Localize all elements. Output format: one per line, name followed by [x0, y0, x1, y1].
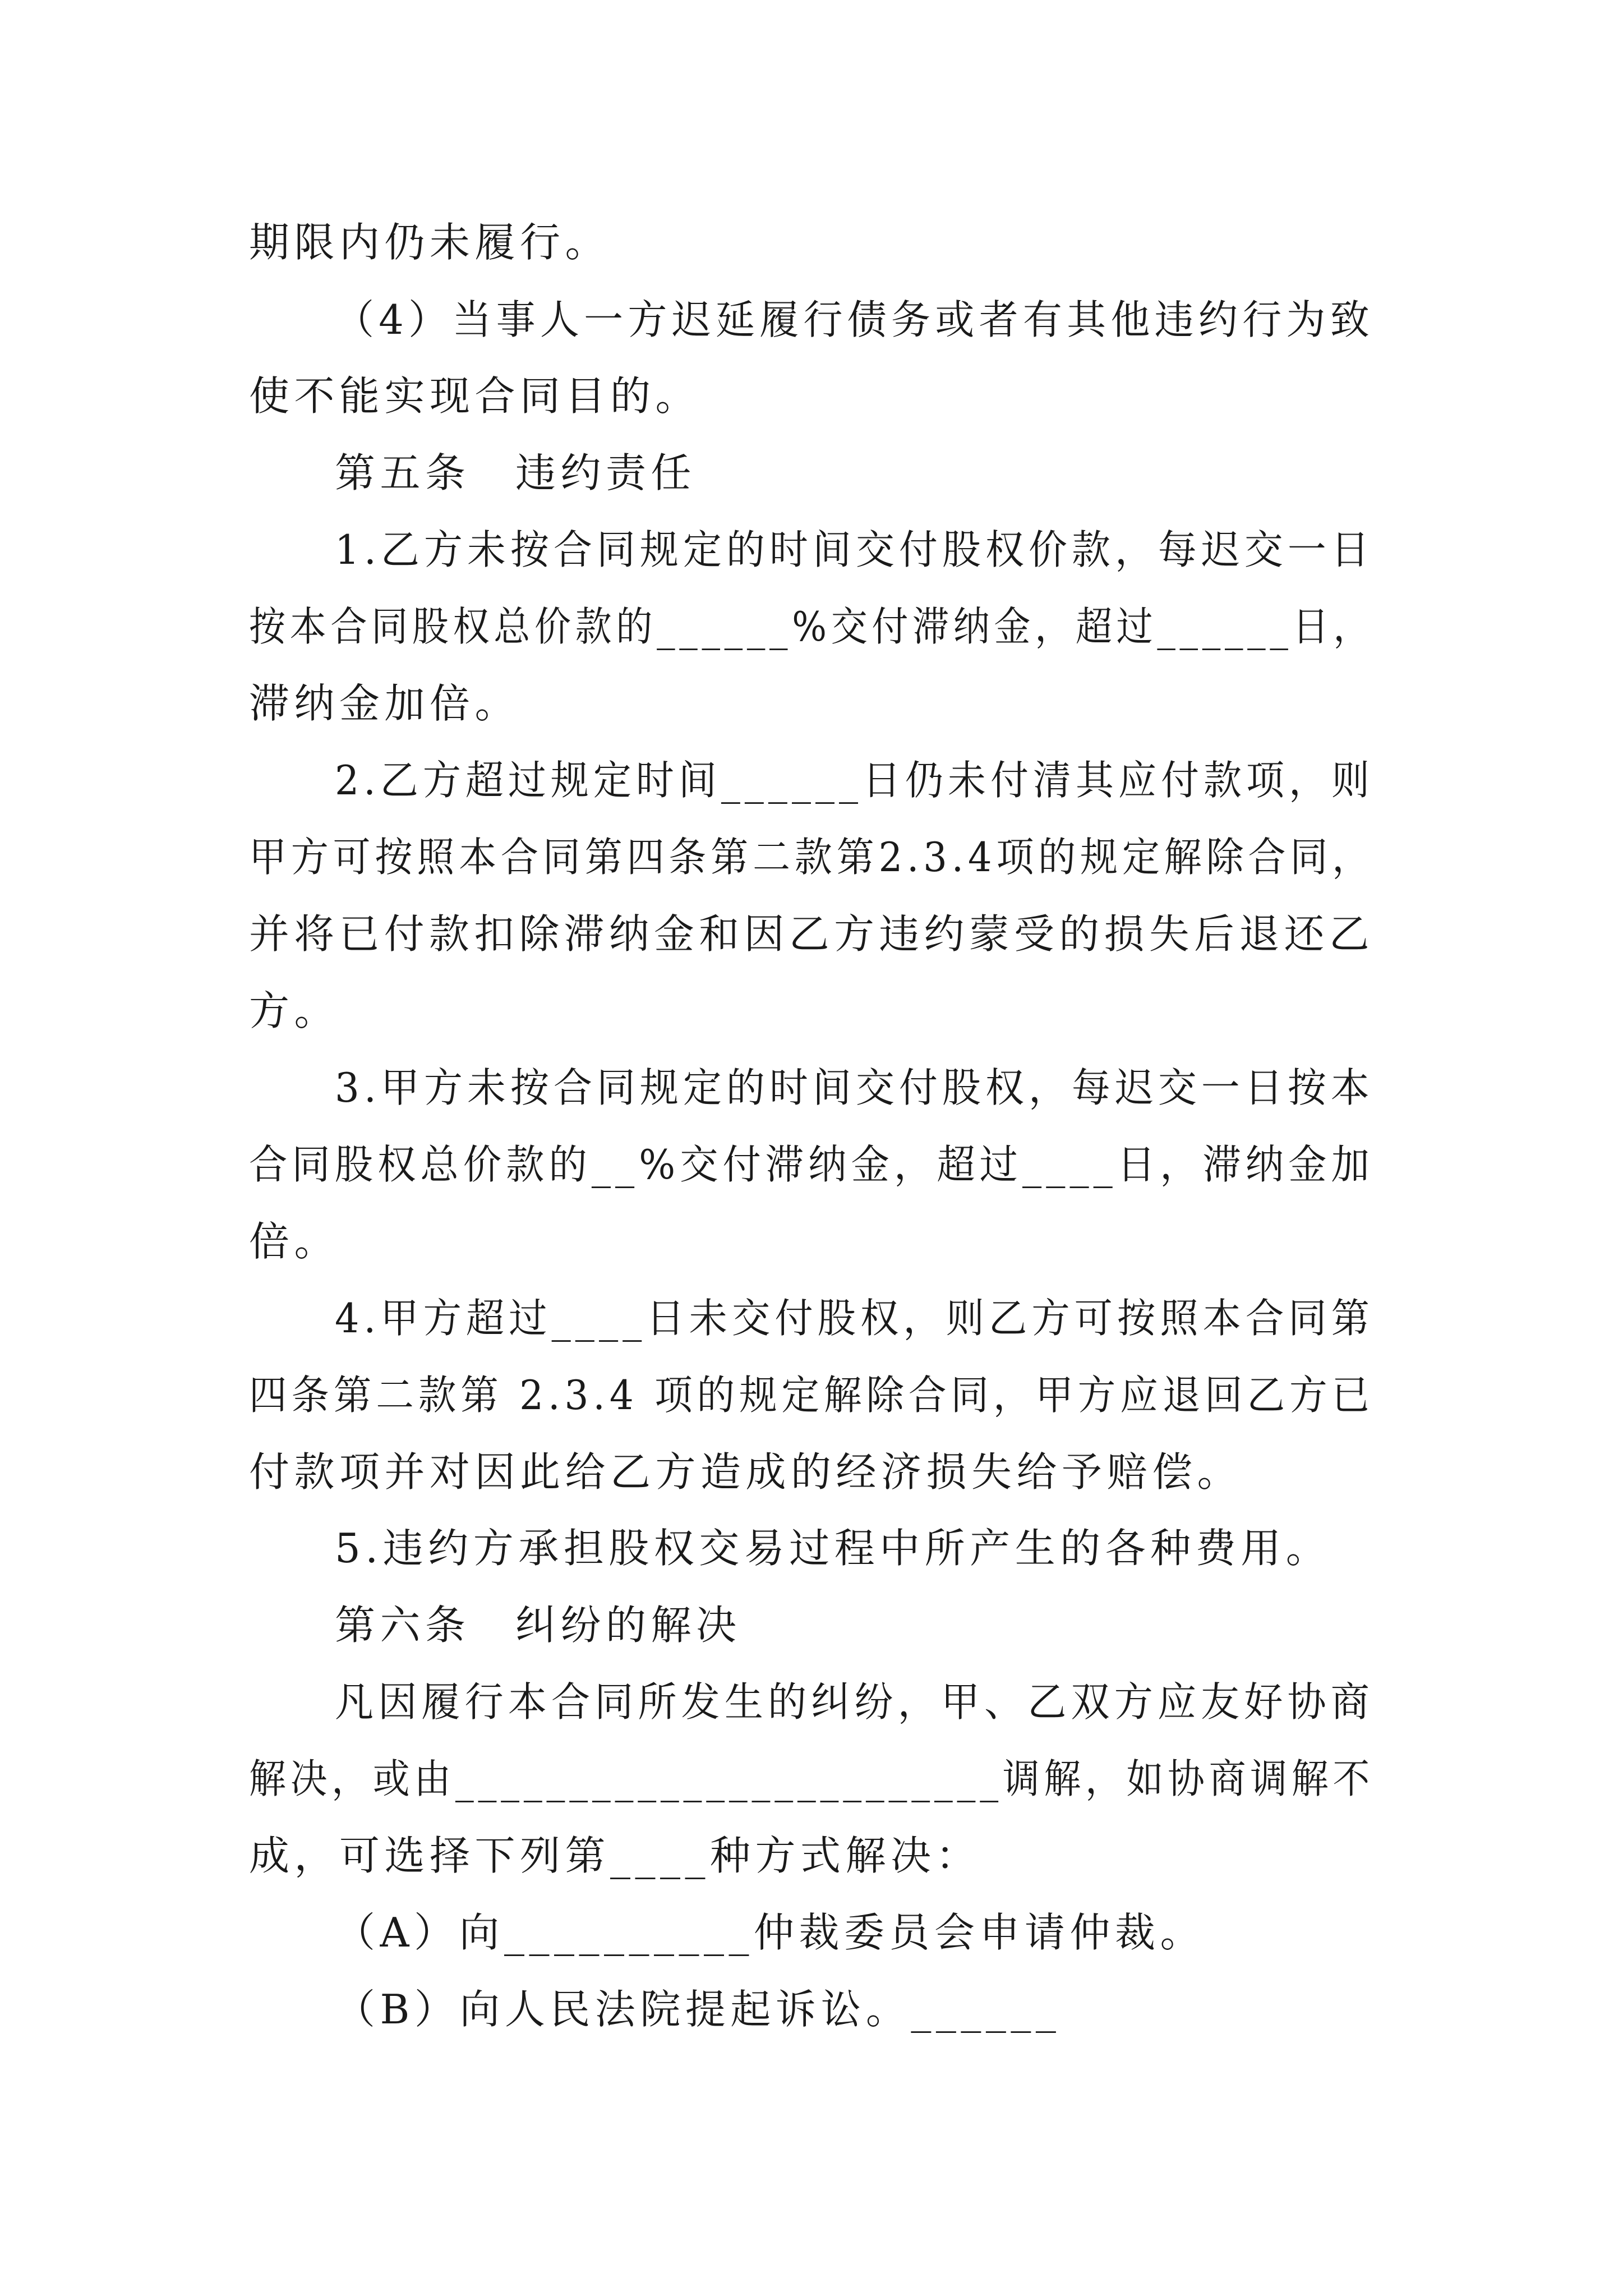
paragraph-line: 倍。 [249, 1218, 340, 1265]
paragraph-line: 方。 [249, 987, 340, 1034]
paragraph-line: 解决，或由________________________调解，如协商调解不 [249, 1755, 1375, 1802]
paragraph-line: （4）当事人一方迟延履行债务或者有其他违约行为致 [335, 296, 1375, 343]
paragraph-line: 并将已付款扣除滞纳金和因乙方违约蒙受的损失后退还乙 [249, 910, 1375, 958]
paragraph-line: 按本合同股权总价款的______%交付滞纳金，超过______日， [249, 603, 1374, 650]
paragraph-line: 2.乙方超过规定时间______日仍未付清其应付款项，则 [335, 757, 1374, 804]
paragraph-line: 凡因履行本合同所发生的纠纷，甲、乙双方应友好协商 [335, 1678, 1374, 1726]
paragraph-line: 期限内仍未履行。 [249, 219, 611, 266]
paragraph-line: 四条第二款第 2.3.4 项的规定解除合同，甲方应退回乙方已 [249, 1372, 1375, 1419]
paragraph-line: 5.违约方承担股权交易过程中所产生的各种费用。 [335, 1525, 1331, 1572]
section-heading: 第五条 违约责任 [335, 449, 697, 496]
section-heading: 第六条 纠纷的解决 [335, 1602, 741, 1649]
paragraph-line: 甲方可按照本合同第四条第二款第2.3.4项的规定解除合同， [249, 834, 1375, 881]
paragraph-line: 成，可选择下列第____种方式解决： [249, 1832, 981, 1879]
paragraph-line: （A）向__________仲裁委员会申请仲裁。 [335, 1909, 1205, 1956]
paragraph-line: 1.乙方未按合同规定的时间交付股权价款，每迟交一日 [335, 526, 1374, 573]
paragraph-line: 滞纳金加倍。 [249, 680, 520, 727]
paragraph-line: 4.甲方超过____日未交付股权，则乙方可按照本合同第 [335, 1295, 1374, 1342]
paragraph-line: 使不能实现合同目的。 [249, 372, 701, 420]
paragraph-line: （B）向人民法院提起诉讼。______ [335, 1986, 1061, 2033]
paragraph-line: 3.甲方未按合同规定的时间交付股权，每迟交一日按本 [335, 1064, 1374, 1111]
paragraph-line: 付款项并对因此给乙方造成的经济损失给予赔偿。 [249, 1448, 1243, 1496]
paragraph-line: 合同股权总价款的__%交付滞纳金，超过____日，滞纳金加 [249, 1141, 1375, 1188]
